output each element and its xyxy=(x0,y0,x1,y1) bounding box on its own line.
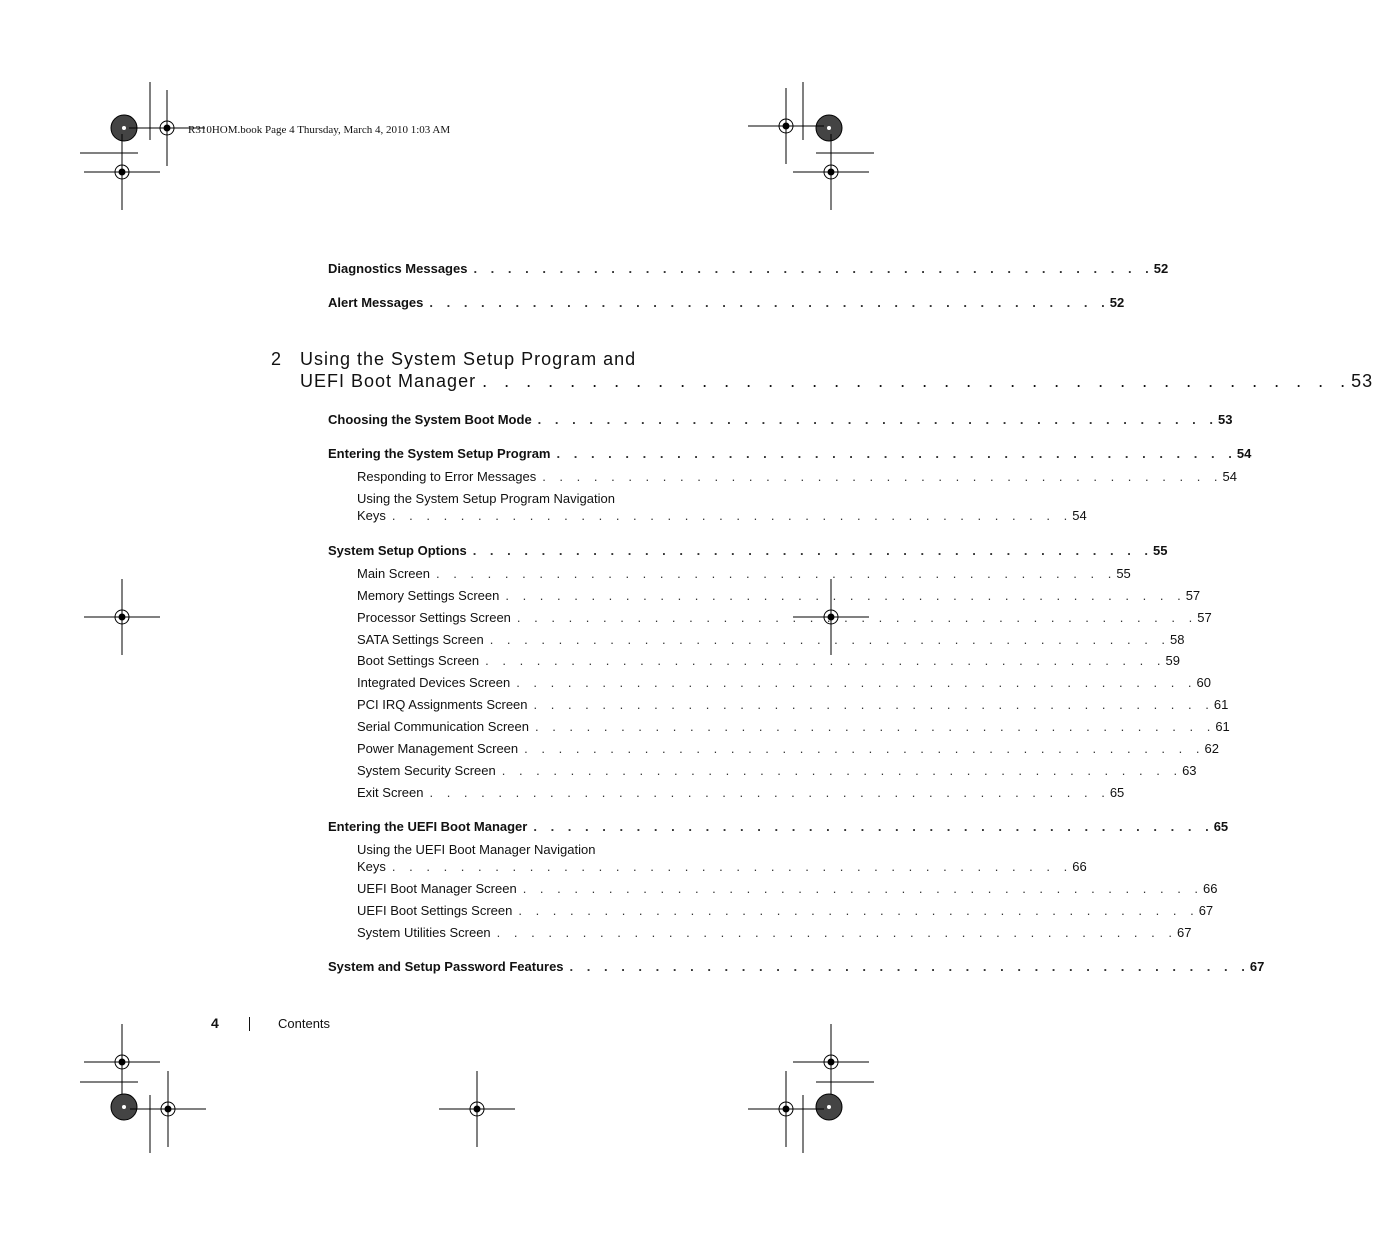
toc-page: 67 xyxy=(1177,925,1192,940)
toc-label: System Security Screen xyxy=(357,763,496,778)
toc-label: Keys xyxy=(357,508,386,523)
toc-page: 55 xyxy=(1153,543,1168,558)
toc-page: 67 xyxy=(1249,959,1265,974)
toc-entry-option[interactable] xyxy=(357,632,1185,648)
toc-label: Memory Settings Screen xyxy=(357,588,500,603)
leader-dots: . . . . . . . . . . . . . . . . . . . . . . . . . . . . . . . . . . . . . . . . xyxy=(516,610,1198,625)
toc-page: 54 xyxy=(1236,446,1252,461)
toc-page: 63 xyxy=(1182,763,1197,778)
toc-entry-option[interactable] xyxy=(357,588,1201,604)
toc-entry-nav-keys-line1[interactable]: Using the System Setup Program Navigation xyxy=(357,491,615,506)
toc-page: 61 xyxy=(1213,697,1229,712)
toc-page: 57 xyxy=(1185,588,1201,603)
toc-entry-option[interactable] xyxy=(357,719,1230,735)
toc-page: 65 xyxy=(1109,785,1125,800)
toc-page: 53 xyxy=(1218,412,1233,427)
toc-entry-responding-errors[interactable] xyxy=(357,469,1238,485)
toc-entry-uefi-item[interactable] xyxy=(357,903,1214,919)
toc-label: Responding to Error Messages xyxy=(357,469,537,484)
toc-page: 52 xyxy=(1109,295,1125,310)
toc-label: SATA Settings Screen xyxy=(357,632,484,647)
toc-entry-option[interactable] xyxy=(357,697,1229,713)
chapter-page: 53 xyxy=(1351,371,1373,391)
leader-dots: . . . . . . . . . . . . . . . . . . . . . . . . . . . . . . . . . . . . . . . . xyxy=(485,653,1166,668)
footer-page-number: 4 xyxy=(211,1015,219,1031)
toc-label: Keys xyxy=(357,859,386,874)
leader-dots: . . . . . . . . . . . . . . . . . . . . . . . . . . . . . . . . . . . . . . . . xyxy=(533,697,1214,712)
toc-entry-option[interactable] xyxy=(357,785,1125,801)
toc-page: 67 xyxy=(1198,903,1214,918)
toc-entry-choosing-boot-mode[interactable] xyxy=(328,412,1233,428)
toc-page: 62 xyxy=(1204,741,1219,756)
toc-entry-option[interactable] xyxy=(357,566,1131,582)
toc-entry-entering-uefi[interactable] xyxy=(328,819,1229,835)
toc-label: UEFI Boot Settings Screen xyxy=(357,903,513,918)
toc-page: 55 xyxy=(1116,566,1131,581)
toc-page: 60 xyxy=(1196,675,1212,690)
toc-entry-option[interactable] xyxy=(357,741,1219,757)
leader-dots: . . . . . . . . . . . . . . . . . . . . . . . . . . . . . . . . . . . . . . . . xyxy=(534,719,1216,734)
leader-dots: . . . . . . . . . . . . . . . . . . . . . . . . . . . . . . . . . . . . . . . . xyxy=(522,881,1204,896)
toc-label: Integrated Devices Screen xyxy=(357,675,511,690)
toc-label: Power Management Screen xyxy=(357,741,519,756)
leader-dots: . . . . . . . . . . . . . . . . . . . . . . . . . . . . . . . . . . . . . . . . xyxy=(472,543,1154,558)
toc-label: Choosing the System Boot Mode xyxy=(328,412,532,427)
chapter-title-line1[interactable]: Using the System Setup Program and xyxy=(300,349,637,369)
toc-page: 59 xyxy=(1165,653,1180,668)
leader-dots: . . . . . . . . . . . . . . . . . . . . . . . . . . . . . . . . . . . . . . . . xyxy=(537,412,1219,427)
footer-section-label: Contents xyxy=(278,1016,331,1031)
toc-entry-diagnostics-messages[interactable] xyxy=(328,261,1169,277)
leader-dots: . . . . . . . . . . . . . . . . . . . . . . . . . . . . . . . . . . . . . . . . xyxy=(473,261,1154,276)
toc-entry-alert-messages[interactable] xyxy=(328,295,1125,311)
leader-dots: . . . . . . . . . . . . . . . . . . . . . . . . . . . . . . . . . . . . . . . . xyxy=(482,371,1352,391)
toc-page: 54 xyxy=(1222,469,1238,484)
toc-page: 66 xyxy=(1072,859,1087,874)
chapter-title-line2: UEFI Boot Manager xyxy=(300,371,477,391)
leader-dots: . . . . . . . . . . . . . . . . . . . . . . . . . . . . . . . . . . . . . . . . xyxy=(391,508,1073,523)
chapter-number: 2 xyxy=(271,349,282,369)
leader-dots: . . . . . . . . . . . . . . . . . . . . . . . . . . . . . . . . . . . . . . . . xyxy=(518,903,1199,918)
toc-entry-uefi-nav-line1[interactable]: Using the UEFI Boot Manager Navigation xyxy=(357,842,596,857)
toc-label: System Setup Options xyxy=(328,543,467,558)
toc-label: System Utilities Screen xyxy=(357,925,491,940)
leader-dots: . . . . . . . . . . . . . . . . . . . . . . . . . . . . . . . . . . . . . . . . xyxy=(505,588,1186,603)
chapter-entry[interactable] xyxy=(300,371,1373,392)
print-header: R310HOM.book Page 4 Thursday, March 4, 2010 1:03 AM xyxy=(188,124,451,136)
toc-page: 52 xyxy=(1153,261,1169,276)
toc-entry-uefi-item[interactable] xyxy=(357,881,1218,897)
toc-label: Boot Settings Screen xyxy=(357,653,480,668)
leader-dots: . . . . . . . . . . . . . . . . . . . . . . . . . . . . . . . . . . . . . . . . xyxy=(435,566,1117,581)
toc-label: Processor Settings Screen xyxy=(357,610,511,625)
leader-dots: . . . . . . . . . . . . . . . . . . . . . . . . . . . . . . . . . . . . . . . . xyxy=(542,469,1223,484)
leader-dots: . . . . . . . . . . . . . . . . . . . . . . . . . . . . . . . . . . . . . . . . xyxy=(496,925,1177,940)
toc-entry-entering-setup[interactable] xyxy=(328,446,1252,462)
toc-page: 66 xyxy=(1203,881,1218,896)
leader-dots: . . . . . . . . . . . . . . . . . . . . . . . . . . . . . . . . . . . . . . . . xyxy=(429,295,1110,310)
toc-entry-setup-options[interactable] xyxy=(328,543,1168,559)
leader-dots: . . . . . . . . . . . . . . . . . . . . . . . . . . . . . . . . . . . . . . . . xyxy=(501,763,1183,778)
toc-label: System and Setup Password Features xyxy=(328,959,564,974)
leader-dots: . . . . . . . . . . . . . . . . . . . . . . . . . . . . . . . . . . . . . . . . xyxy=(516,675,1197,690)
toc-label: Entering the System Setup Program xyxy=(328,446,551,461)
toc-label: Diagnostics Messages xyxy=(328,261,468,276)
toc-page: 57 xyxy=(1197,610,1212,625)
toc-label: Main Screen xyxy=(357,566,430,581)
toc-page: 61 xyxy=(1215,719,1230,734)
footer-divider xyxy=(249,1017,250,1031)
leader-dots: . . . . . . . . . . . . . . . . . . . . . . . . . . . . . . . . . . . . . . . . xyxy=(533,819,1214,834)
toc-page: 65 xyxy=(1213,819,1229,834)
toc-entry-option[interactable] xyxy=(357,610,1212,626)
toc-page: 54 xyxy=(1072,508,1087,523)
leader-dots: . . . . . . . . . . . . . . . . . . . . . . . . . . . . . . . . . . . . . . . . xyxy=(569,959,1250,974)
leader-dots: . . . . . . . . . . . . . . . . . . . . . . . . . . . . . . . . . . . . . . . . xyxy=(489,632,1171,647)
toc-entry-uefi-item[interactable] xyxy=(357,925,1192,941)
toc-label: Exit Screen xyxy=(357,785,424,800)
toc-label: UEFI Boot Manager Screen xyxy=(357,881,517,896)
toc-entry-nav-keys[interactable] xyxy=(357,508,1087,524)
toc-label: PCI IRQ Assignments Screen xyxy=(357,697,528,712)
leader-dots: . . . . . . . . . . . . . . . . . . . . . . . . . . . . . . . . . . . . . . . . xyxy=(524,741,1205,756)
toc-label: Serial Communication Screen xyxy=(357,719,529,734)
toc-page: 58 xyxy=(1170,632,1185,647)
toc-entry-password-features[interactable] xyxy=(328,959,1265,975)
toc-label: Alert Messages xyxy=(328,295,424,310)
leader-dots: . . . . . . . . . . . . . . . . . . . . . . . . . . . . . . . . . . . . . . . . xyxy=(391,859,1073,874)
toc-entry-option[interactable] xyxy=(357,653,1180,669)
toc-entry-uefi-nav-keys[interactable] xyxy=(357,859,1087,875)
toc-label: Entering the UEFI Boot Manager xyxy=(328,819,528,834)
toc-entry-option[interactable] xyxy=(357,763,1197,779)
toc-entry-option[interactable] xyxy=(357,675,1212,691)
leader-dots: . . . . . . . . . . . . . . . . . . . . . . . . . . . . . . . . . . . . . . . . xyxy=(556,446,1237,461)
leader-dots: . . . . . . . . . . . . . . . . . . . . . . . . . . . . . . . . . . . . . . . . xyxy=(429,785,1110,800)
